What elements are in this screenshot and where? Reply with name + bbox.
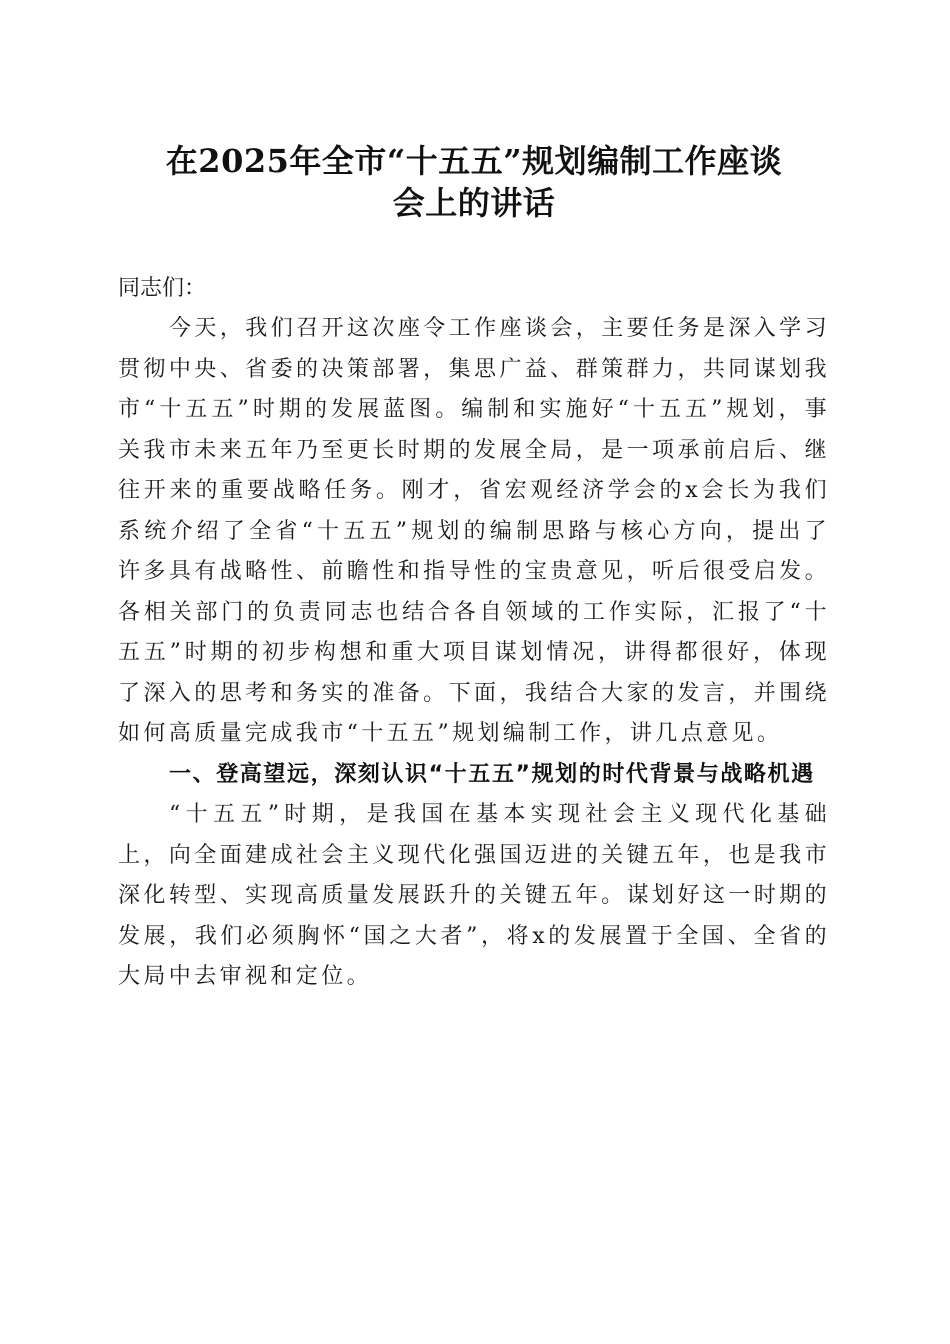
title-line-1: 在2025年全市“十五五”规划编制工作座谈: [165, 142, 783, 180]
salutation: 同志们：: [118, 276, 207, 301]
title-line-2: 会上的讲话: [392, 184, 556, 222]
document-title: [118, 140, 830, 224]
section-heading-1: 一、登高望远，深刻认识“十五五”规划的时代背景与战略机遇: [169, 761, 815, 787]
section-1-paragraph: “十五五”时期，是我国在基本实现社会主义现代化基础上，向全面建成社会主义现代化强国迈进的关键五年，也是我市深化转型、实现高质量发展跃升的关键五年。谋划好这一时期的发展，我们必须胸怀“国之大者”，将x的发展置于全国、全省的大局中去审视和定位。: [118, 802, 830, 989]
document-page: [118, 140, 830, 998]
intro-paragraph: 今天，我们召开这次座令工作座谈会，主要任务是深入学习贯彻中央、省委的决策部署，集思广益、群策群力，共同谋划我市“十五五”时期的发展蓝图。编制和实施好“十五五”规划，事关我市未来五年乃至更长时期的发展全局，是一项承前启后、继往开来的重要战略任务。刚才，省宏观经济学会的x会长为我们系统介绍了全省“十五五”规划的编制思路与核心方向，提出了许多具有战略性、前瞻性和指导性的宝贵意见，听后很受启发。各相关部门的负责同志也结合各自领域的工作实际，汇报了“十五五”时期的初步构想和重大项目谋划情况，讲得都很好，体现了深入的思考和务实的准备。下面，我结合大家的发言，并围绕如何高质量完成我市“十五五”规划编制工作，讲几点意见。: [118, 316, 830, 746]
